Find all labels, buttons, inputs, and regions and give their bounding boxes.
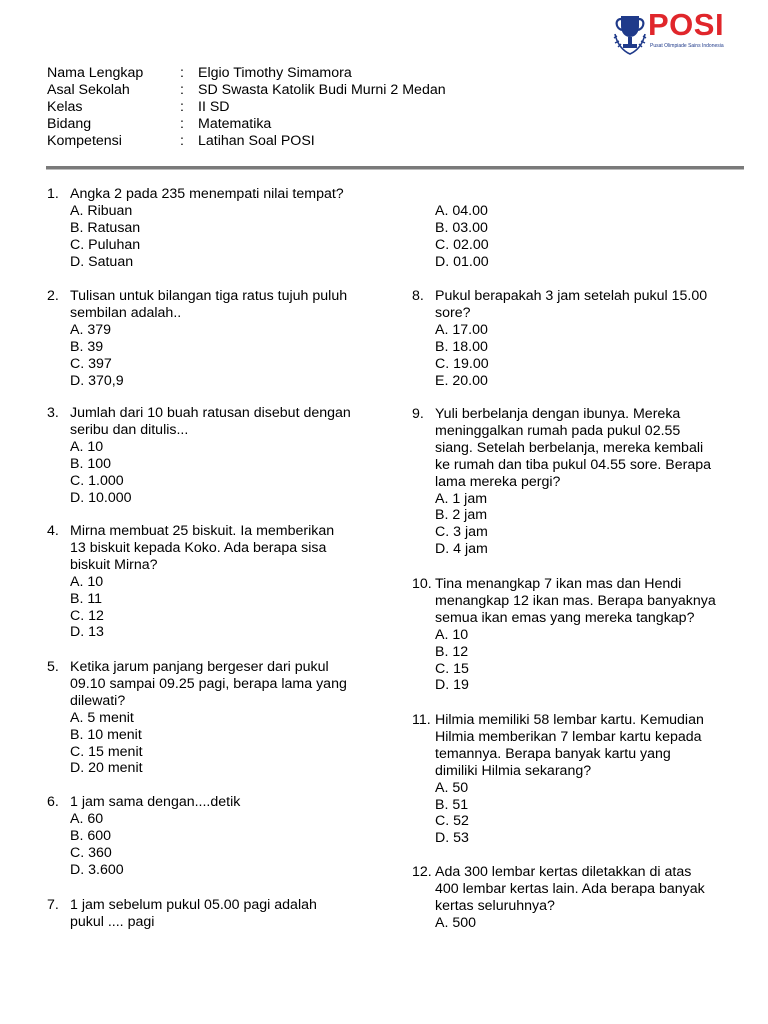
- question-text-line: biskuit Mirna?: [70, 556, 158, 573]
- posi-logo: [612, 7, 742, 58]
- answer-option: C. 360: [70, 844, 112, 861]
- question-text-line: meninggalkan rumah pada pukul 02.55: [435, 422, 681, 439]
- answer-option: C. 3 jam: [435, 524, 488, 541]
- answer-option: B. 39: [70, 338, 104, 355]
- answer-option: B. Ratusan: [70, 219, 141, 236]
- info-row: [47, 82, 446, 99]
- answer-option: D. 4 jam: [435, 541, 488, 558]
- question-text-line: Angka 2 pada 235 menempati nilai tempat?: [70, 186, 344, 202]
- answer-option: A. 500: [435, 914, 477, 931]
- info-value: SD Swasta Katolik Budi Murni 2 Medan: [198, 81, 446, 98]
- student-info: [47, 65, 446, 149]
- question-text-line: sembilan adalah..: [70, 304, 182, 321]
- answer-option: B. 18.00: [435, 338, 488, 355]
- question-text-line: Mirna membuat 25 biskuit. Ia memberikan: [70, 523, 335, 539]
- answer-option: D. 01.00: [435, 253, 489, 270]
- answer-option: C. 1.000: [70, 472, 124, 489]
- answer-option: D. 53: [435, 830, 469, 847]
- info-value: Elgio Timothy Simamora: [198, 65, 352, 81]
- question-text-line: Jumlah dari 10 buah ratusan disebut dengan: [70, 405, 351, 421]
- info-row: [47, 133, 446, 150]
- answer-option: C. 52: [435, 813, 469, 830]
- question-number: 6.: [47, 794, 59, 810]
- info-colon: :: [180, 98, 184, 115]
- info-colon: :: [180, 65, 184, 81]
- question-number: 8.: [412, 288, 424, 304]
- info-colon: :: [180, 132, 184, 149]
- trophy-icon: [612, 12, 648, 58]
- answer-option: E. 20.00: [435, 372, 488, 389]
- question-body: [70, 794, 240, 879]
- answer-option: A. 10: [70, 573, 104, 590]
- answer-option: C. 15 menit: [70, 743, 143, 760]
- answer-option: C. 12: [70, 607, 104, 624]
- question-text-line: 400 lembar kertas lain. Ada berapa banyak: [435, 880, 705, 897]
- question-number: 3.: [47, 405, 59, 421]
- question-number: 9.: [412, 406, 424, 422]
- question-text-line: 1 jam sebelum pukul 05.00 pagi adalah: [70, 897, 317, 913]
- answer-option: A. 17.00: [435, 321, 488, 338]
- question-text-line: seribu dan ditulis...: [70, 421, 189, 438]
- question-body: [70, 523, 334, 641]
- info-label: Kelas: [47, 98, 83, 115]
- question-body: [70, 659, 347, 777]
- question-text-line: temannya. Berapa banyak kartu yang: [435, 745, 671, 762]
- question-text-line: dimiliki Hilmia sekarang?: [435, 762, 592, 779]
- info-label: Kompetensi: [47, 132, 122, 149]
- question-text-line: Ada 300 lembar kertas diletakkan di atas: [435, 864, 692, 880]
- answer-option: C. 15: [435, 660, 469, 677]
- question-text-line: Pukul berapakah 3 jam setelah pukul 15.00: [435, 288, 708, 304]
- answer-option: D. Satuan: [70, 253, 134, 270]
- question-text-line: Hilmia memiliki 58 lembar kartu. Kemudian: [435, 712, 704, 728]
- question-number: 1.: [47, 186, 59, 202]
- question-text-line: menangkap 12 ikan mas. Berapa banyaknya: [435, 592, 716, 609]
- question-text-line: sore?: [435, 304, 471, 321]
- logo-wordmark: POSI: [648, 7, 725, 42]
- question-text-line: siang. Setelah berbelanja, mereka kembali: [435, 439, 704, 456]
- answer-option: B. 600: [70, 827, 112, 844]
- info-row: [47, 116, 446, 133]
- question-text-line: Tulisan untuk bilangan tiga ratus tujuh puluh: [70, 288, 348, 304]
- question-body: [70, 288, 347, 389]
- info-row: [47, 99, 446, 116]
- answer-option: A. 50: [435, 779, 469, 796]
- question-body: [435, 288, 707, 389]
- question-text-line: 13 biskuit kepada Koko. Ada berapa sisa: [70, 539, 327, 556]
- info-row: [47, 65, 446, 82]
- question-body: [435, 864, 705, 932]
- question-number: 12.: [412, 864, 432, 880]
- answer-option: D. 19: [435, 677, 469, 694]
- info-label: Bidang: [47, 115, 92, 132]
- answer-option: B. 2 jam: [435, 507, 488, 524]
- answer-option: B. 10 menit: [70, 726, 142, 743]
- answer-option: C. 19.00: [435, 355, 489, 372]
- question-number: 7.: [47, 897, 59, 913]
- info-colon: :: [180, 81, 184, 98]
- answer-option: C. 02.00: [435, 236, 489, 253]
- question-text-line: 09.10 sampai 09.25 pagi, berapa lama yang: [70, 675, 347, 692]
- answer-option: A. 10: [70, 438, 104, 455]
- answer-option: B. 51: [435, 796, 469, 813]
- header-divider: [46, 166, 744, 170]
- question-text-line: Hilmia memberikan 7 lembar kartu kepada: [435, 728, 702, 745]
- question-number: 11.: [412, 712, 431, 728]
- answer-option: A. Ribuan: [70, 202, 133, 219]
- info-colon: :: [180, 115, 184, 132]
- question-text-line: Yuli berbelanja dengan ibunya. Mereka: [435, 406, 681, 422]
- answer-option: C. 397: [70, 355, 112, 372]
- info-label: Nama Lengkap: [47, 65, 144, 81]
- answer-option: D. 10.000: [70, 489, 132, 506]
- answer-option: B. 12: [435, 643, 469, 660]
- question-body: [435, 712, 704, 847]
- answer-option: B. 100: [70, 455, 112, 472]
- answer-option: A. 10: [435, 626, 469, 643]
- question-text-line: lama mereka pergi?: [435, 473, 561, 490]
- question-number: 5.: [47, 659, 59, 675]
- question-text-line: semua ikan emas yang mereka tangkap?: [435, 609, 695, 626]
- answer-option: A. 04.00: [435, 203, 488, 219]
- question-number: 4.: [47, 523, 59, 539]
- info-value: Matematika: [198, 115, 272, 132]
- answer-option: A. 60: [70, 810, 104, 827]
- question-body: [435, 203, 489, 271]
- answer-option: A. 5 menit: [70, 709, 134, 726]
- question-text-line: kertas seluruhnya?: [435, 897, 555, 914]
- answer-option: B. 11: [70, 590, 103, 607]
- question-text-line: Ketika jarum panjang bergeser dari pukul: [70, 659, 329, 675]
- answer-option: D. 3.600: [70, 861, 124, 878]
- question-body: [70, 897, 317, 931]
- answer-option: C. Puluhan: [70, 236, 141, 253]
- answer-option: A. 1 jam: [435, 490, 488, 507]
- answer-option: D. 370,9: [70, 372, 124, 389]
- question-text-line: pukul .... pagi: [70, 913, 155, 930]
- question-body: [70, 186, 344, 271]
- question-text-line: ke rumah dan tiba pukul 04.55 sore. Berapa: [435, 456, 712, 473]
- info-value: Latihan Soal POSI: [198, 132, 315, 149]
- answer-option: D. 20 menit: [70, 760, 143, 777]
- info-value: II SD: [198, 98, 230, 115]
- answer-option: B. 03.00: [435, 219, 488, 236]
- question-text-line: Tina menangkap 7 ikan mas dan Hendi: [435, 576, 682, 592]
- answer-option: D. 13: [70, 624, 104, 641]
- logo-subtitle: Pusat Olimpiade Sains Indonesia: [650, 43, 724, 49]
- answer-option: A. 379: [70, 321, 112, 338]
- question-body: [70, 405, 351, 506]
- question-number: 10.: [412, 576, 432, 592]
- question-body: [435, 406, 711, 558]
- question-text-line: 1 jam sama dengan....detik: [70, 794, 241, 810]
- question-body: [435, 576, 716, 694]
- info-label: Asal Sekolah: [47, 81, 130, 98]
- question-number: 2.: [47, 288, 59, 304]
- question-text-line: dilewati?: [70, 692, 126, 709]
